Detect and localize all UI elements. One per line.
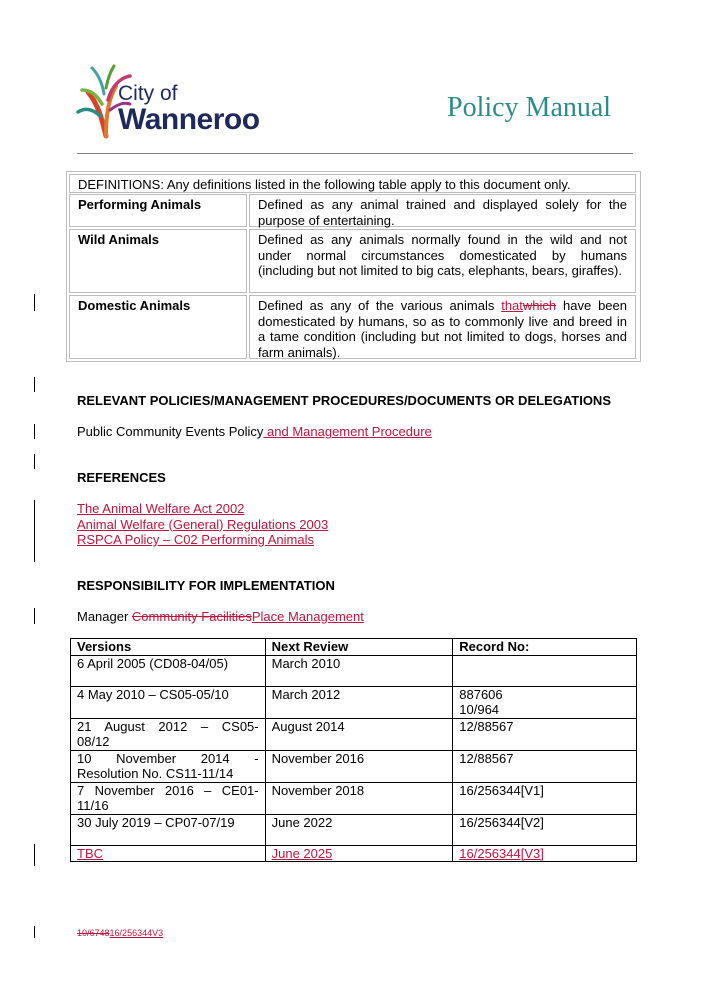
inserted-text: that — [501, 298, 523, 313]
reference-item: RSPCA Policy – C02 Performing Animals — [77, 532, 314, 547]
record-cell: 16/256344[V1] — [453, 782, 637, 814]
table-row — [71, 782, 637, 814]
definition-text: Defined as any animals normally found in the wild and not under normal circumstances domesticated by humans (including but not limited to big cats, elephants, bears, giraffes). — [249, 229, 636, 293]
record-cell: 16/256344[V2] — [453, 814, 637, 845]
review-cell: November 2018 — [265, 782, 453, 814]
change-bar — [34, 608, 35, 624]
review-cell: June 2025 — [265, 845, 453, 862]
responsibility-text: Manager Community FacilitiesPlace Management — [77, 609, 364, 624]
version-cell: TBC — [71, 845, 266, 862]
definitions-intro: DEFINITIONS: Any definitions listed in the following table apply to this document only. — [69, 174, 636, 193]
relevant-policies-text: Public Community Events Policy and Management Procedure — [77, 424, 432, 439]
definition-term: Performing Animals — [69, 194, 247, 227]
change-bar — [34, 377, 35, 392]
definition-text: Defined as any of the various animals thatwhich have been domesticated by humans, so as to commonly live and breed in a tame condition (including but not limited to dogs, horses and farm animals). — [249, 295, 636, 359]
review-cell: March 2010 — [265, 655, 453, 686]
deleted-text: Community Facilities — [131, 609, 252, 624]
inserted-text: Place Management — [251, 609, 364, 624]
reference-item: Animal Welfare (General) Regulations 2003 — [77, 516, 329, 532]
change-bar — [34, 454, 35, 469]
deleted-text: which — [522, 298, 557, 313]
table-header-row — [71, 639, 637, 656]
table-row — [71, 718, 637, 750]
change-bar — [34, 926, 35, 938]
version-cell: 7 November 2016 – CE01- 11/16 — [71, 782, 266, 814]
responsibility-heading: RESPONSIBILITY FOR IMPLEMENTATION — [77, 578, 335, 593]
versions-table — [70, 638, 637, 862]
record-cell: 12/88567 — [453, 718, 637, 750]
version-cell: 4 May 2010 – CS05-05/10 — [71, 686, 266, 718]
header-divider — [77, 153, 633, 154]
table-row — [71, 814, 637, 845]
deleted-text: 10/6748 — [77, 928, 110, 938]
references-list — [77, 501, 328, 548]
definition-text: Defined as any animal trained and displayed solely for the purpose of entertaining. — [249, 194, 636, 227]
record-cell — [453, 655, 637, 686]
table-row — [71, 686, 637, 718]
city-logo — [76, 64, 286, 140]
column-header: Record No: — [453, 639, 637, 656]
review-cell: June 2022 — [265, 814, 453, 845]
review-cell: March 2012 — [265, 686, 453, 718]
reference-item: The Animal Welfare Act 2002 — [77, 501, 245, 516]
version-cell: 6 April 2005 (CD08-04/05) — [71, 655, 266, 686]
change-bar — [34, 500, 35, 562]
change-bar — [34, 844, 35, 866]
logo-wanneroo: Wanneroo — [118, 103, 260, 136]
version-cell: 10 November 2014 - Resolution No. CS11-11/14 — [71, 750, 266, 782]
definition-term: Wild Animals — [69, 229, 247, 293]
definitions-table — [66, 171, 641, 362]
record-cell: 12/88567 — [453, 750, 637, 782]
relevant-policies-heading: RELEVANT POLICIES/MANAGEMENT PROCEDURES/DOCUMENTS OR DELEGATIONS — [77, 393, 611, 408]
column-header: Next Review — [265, 639, 453, 656]
review-cell: November 2016 — [265, 750, 453, 782]
table-row — [71, 845, 637, 862]
inserted-text: and Management Procedure — [263, 424, 432, 439]
logo-city-of: City of — [118, 82, 178, 105]
record-cell: 16/256344[V3] — [453, 845, 637, 862]
column-header: Versions — [71, 639, 266, 656]
table-row — [71, 750, 637, 782]
definition-term: Domestic Animals — [69, 295, 247, 359]
version-cell: 30 July 2019 – CP07-07/19 — [71, 814, 266, 845]
change-bar — [34, 424, 35, 439]
record-cell: 887606 10/964 — [453, 686, 637, 718]
page-title: Policy Manual — [447, 92, 612, 123]
references-heading: REFERENCES — [77, 470, 166, 485]
version-cell: 21 August 2012 – CS05- 08/12 — [71, 718, 266, 750]
change-bar — [34, 294, 35, 311]
document-reference — [77, 928, 163, 938]
review-cell: August 2014 — [265, 718, 453, 750]
inserted-text: 16/256344V3 — [109, 928, 164, 938]
table-row — [71, 655, 637, 686]
